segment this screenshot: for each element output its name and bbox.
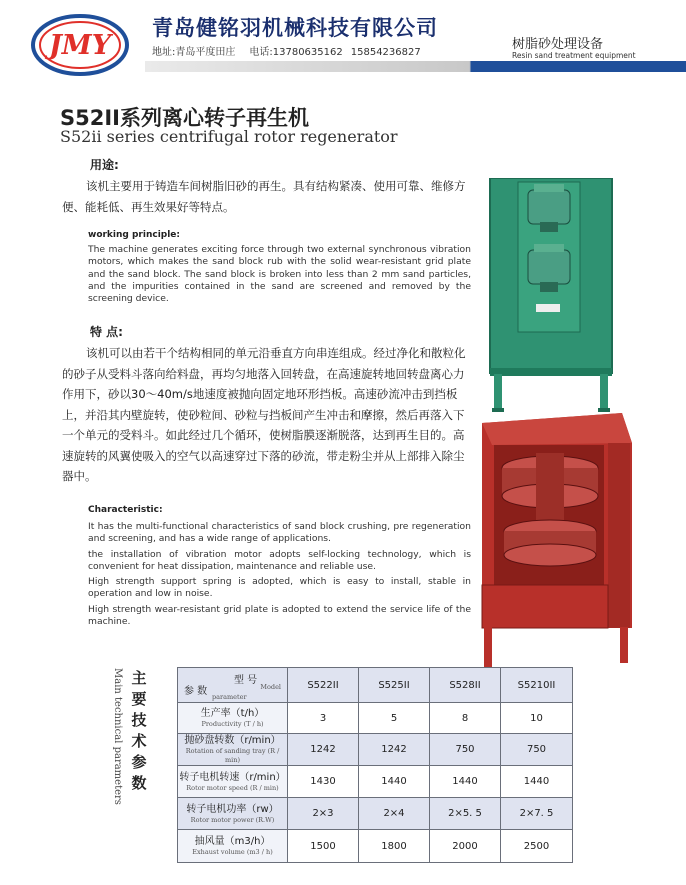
row-label-zh: 生产率（t/h） [200,708,265,719]
machine-photo-red [472,413,634,668]
table-cell: 2×7. 5 [501,798,573,830]
table-cell: 3 [288,703,359,734]
table-cell: 750 [430,734,501,766]
table-cell: 2000 [430,830,501,863]
category-en: Resin sand treatment equipment [512,51,636,60]
row-label-en: Rotor motor speed (R / min) [186,783,279,792]
product-title-zh: S52II系列离心转子再生机 [60,106,309,130]
row-label [178,830,288,863]
row-label-en: Rotation of sanding tray (R / min) [185,747,280,764]
row-label [178,766,288,798]
specs-heading-zh: 主要技术参数 [131,669,147,792]
row-label [178,703,288,734]
row-label [178,734,288,766]
row-label-zh: 抛砂盘转数（r/min） [184,735,281,746]
table-cell: 1500 [288,830,359,863]
row-label-en: Exhaust volume (m3 / h) [192,848,273,856]
features-text: 该机可以由若干个结构相同的单元沿垂直方向串连组成。经过净化和散粒化的砂子从受料斗落向给料盘，再均匀地落入回转盘，在高速旋转地回转盘离心力作用下，砂以30～40m/s地速度被抛向固定地环形挡板。高速砂流冲击到挡板上，并沿其内壁旋转，使砂粒间、砂粒与挡板间产生冲击和摩擦，然后再落入下一个单元的受料斗。如此经过几个循环，使树脂膜逐渐脱落，达到再生目的。高速旋转的风翼使吸入的空气以高速穿过下落的砂流，带走粉尘并从上部排入除尘器中。 [62,346,466,483]
specs-corner-cell [178,668,288,703]
contact-line [152,43,435,58]
corner-model-zh: 型 号 [234,675,258,686]
row-label-zh: 抽风量（m3/h） [194,836,271,847]
phone-2: 15854236827 [350,47,421,58]
specs-heading-en: Main technical parameters [112,668,123,805]
table-row [178,766,573,798]
model-header: S5210II [501,668,573,703]
product-title-en: S52ii series centrifugal rotor regenerator [60,127,398,146]
corner-param-en: parameter [212,693,247,701]
characteristic-paragraph: High strength support spring is adopted, which is easy to install, stable in operation and low in noise. [88,576,471,600]
table-cell: 2×3 [288,798,359,830]
row-label-zh: 转子电机转速（r/min） [179,771,286,783]
table-cell: 1440 [501,766,573,798]
row-label-zh: 转子电机功率（rw） [186,803,279,815]
table-cell: 1800 [359,830,430,863]
characteristic-paragraph: It has the multi-functional characteristics of sand block crushing, pre regeneration and screening, and has a wide range of applications. [88,521,471,545]
characteristic-paragraph: High strength wear-resistant grid plate is adopted to extend the service life of the machine. [88,603,471,628]
table-cell: 1440 [430,766,501,798]
machine-photo-green [488,178,614,413]
header-divider [145,61,686,72]
logo-lettering: JMY [49,30,111,61]
table-cell: 2500 [501,830,573,863]
working-principle-heading: working principle: [88,230,181,240]
specs-header-row [178,668,573,703]
table-row [178,830,573,863]
model-header: S525II [359,668,430,703]
phone-1: 13780635162 [272,47,343,58]
table-cell: 1242 [288,734,359,766]
specs-table [177,667,573,863]
table-cell: 5 [359,703,430,734]
characteristic-heading: Characteristic: [88,505,163,515]
row-label-en: Productivity (T / h) [201,720,264,728]
company-logo [30,13,130,77]
usage-heading: 用途: [90,158,119,172]
table-cell: 8 [430,703,501,734]
characteristic-paragraph: the installation of vibration motor adopts self-locking technology, which is convenient for heat dissipation, maintenance and reliable use. [88,548,471,572]
usage-text: 该机主要用于铸造车间树脂旧砂的再生。具有结构紧凑、使用可靠、维修方便、能耗低、再生效果好等特点。 [62,179,466,214]
model-header: S522II [288,668,359,703]
table-cell: 2×4 [359,798,430,830]
table-cell: 750 [501,734,573,766]
table-row [178,703,573,734]
address: 地址:青岛平度田庄 [152,47,236,58]
table-cell: 1440 [359,766,430,798]
row-label [178,798,288,830]
phone-label: 电话: [249,47,273,58]
table-cell: 1430 [288,766,359,798]
corner-model-en: Model [260,683,281,691]
category-zh: 树脂砂处理设备 [512,37,604,52]
working-principle-text: The machine generates exciting force through two external synchronous vibration motors, which makes the sand block rub with the solid wear-resistant grid plate and the sand block. The sand block is broken into less than 2 mm sand particles, and the impurities contained in the sand are screened and removed by the screening device. [88,244,471,305]
table-cell: 2×5. 5 [430,798,501,830]
characteristic-text [88,521,471,631]
table-row [178,734,573,766]
row-label-en: Rotor motor power (R.W) [190,815,275,824]
model-header: S528II [430,668,501,703]
table-row [178,798,573,830]
table-cell: 10 [501,703,573,734]
features-heading: 特 点: [90,325,123,339]
corner-param-zh: 参 数 [184,686,208,697]
company-name: 青岛健铭羽机械科技有限公司 [152,16,438,40]
table-cell: 1242 [359,734,430,766]
